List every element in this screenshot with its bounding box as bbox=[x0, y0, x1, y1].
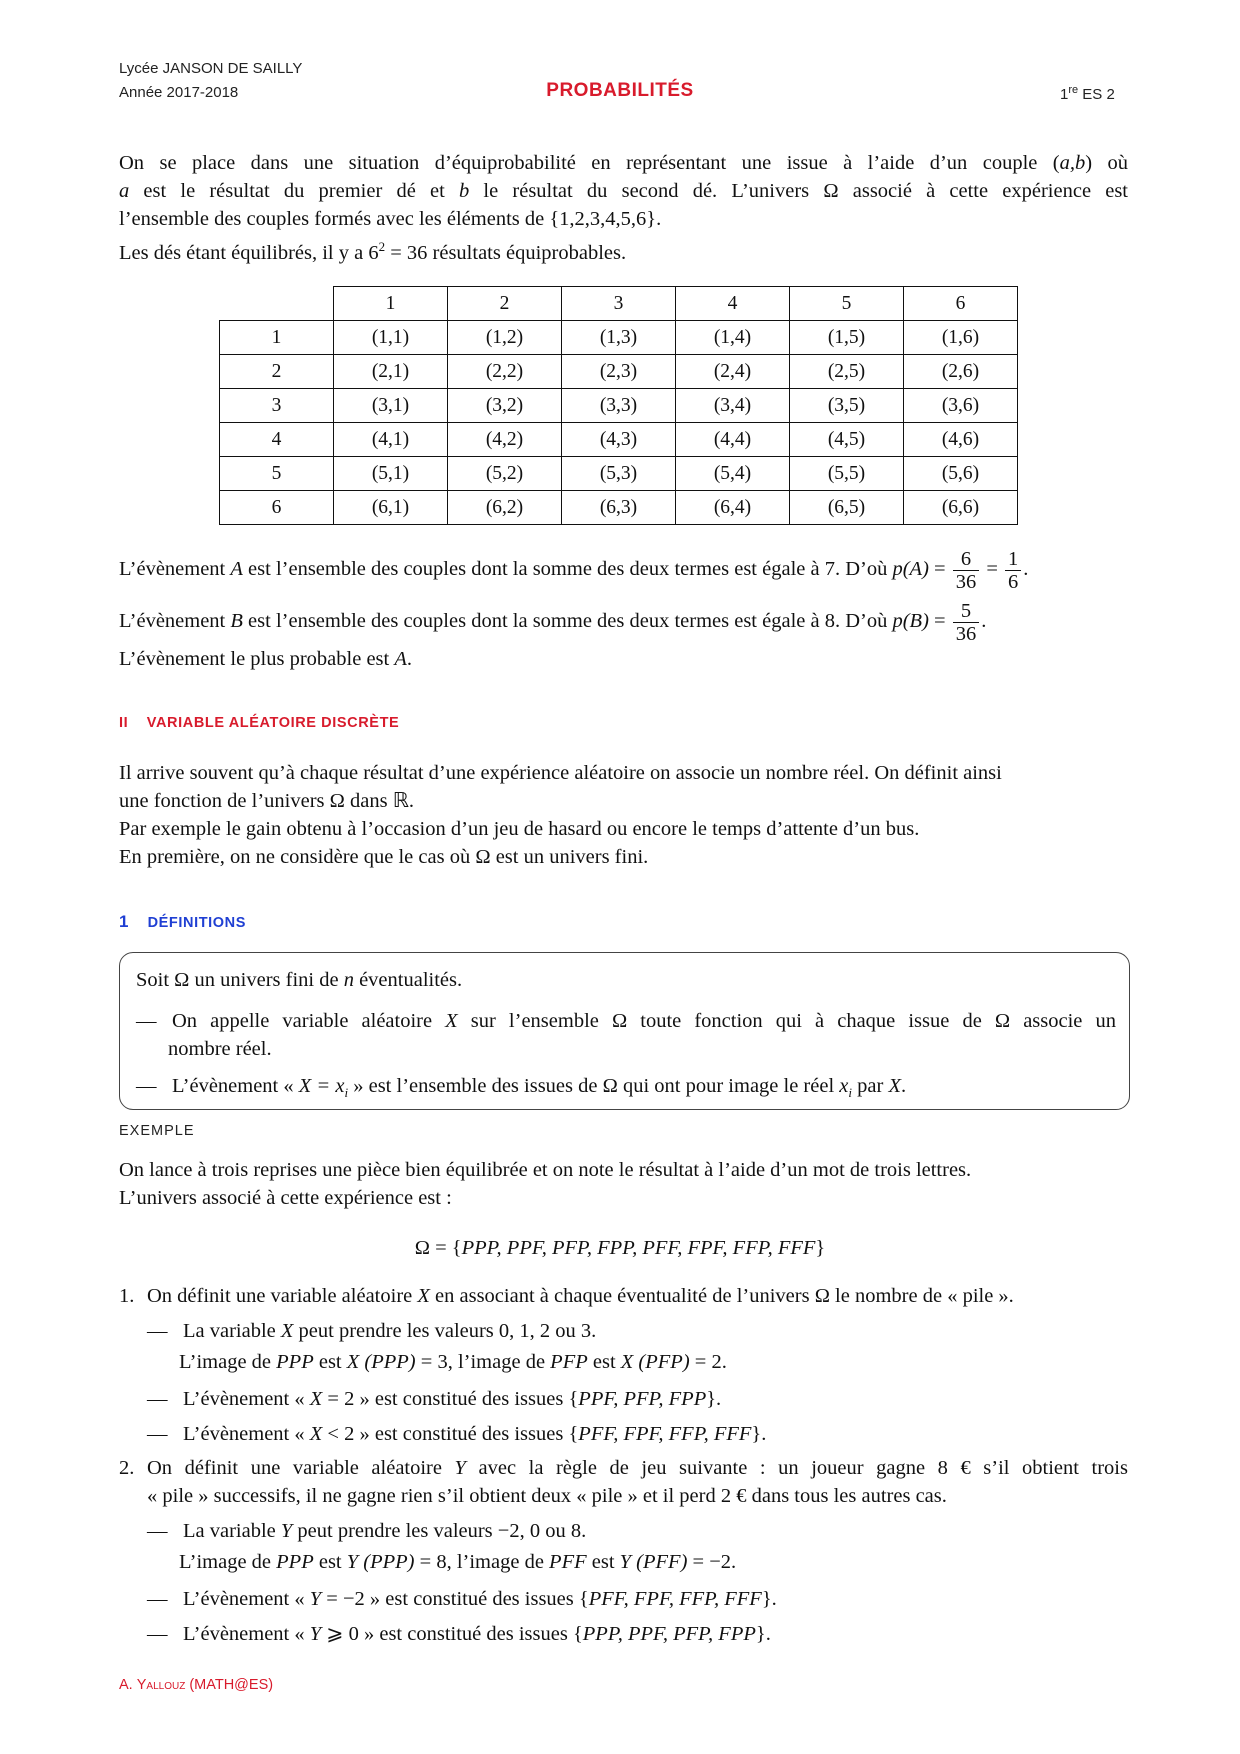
table-cell: (1,5) bbox=[790, 321, 904, 355]
example-item-2-sub-1: — La variable Y peut prendre les valeurs −2, 0 ou 8. L’image de PPP est Y (PPP) = 8, l’image de PFF est Y (PFF) = −2. bbox=[147, 1520, 737, 1573]
table-cell: (6,1) bbox=[334, 491, 448, 525]
table-cell: (2,4) bbox=[676, 355, 790, 389]
table-row bbox=[220, 457, 1018, 491]
table-cell: (3,1) bbox=[334, 389, 448, 423]
table-cell: (2,3) bbox=[562, 355, 676, 389]
table-cell: (4,2) bbox=[448, 423, 562, 457]
table-cell: (3,2) bbox=[448, 389, 562, 423]
table-row bbox=[220, 355, 1018, 389]
table-col-header: 4 bbox=[676, 287, 790, 321]
table-col-header: 5 bbox=[790, 287, 904, 321]
table-cell: (5,2) bbox=[448, 457, 562, 491]
example-item-2-sub-2: — L’évènement « Y = −2 » est constitué des issues {PFF, FPF, FFP, FFF}. bbox=[147, 1588, 777, 1610]
table-cell: (5,3) bbox=[562, 457, 676, 491]
table-cell: (1,3) bbox=[562, 321, 676, 355]
table-cell: (3,6) bbox=[904, 389, 1018, 423]
event-a-line: L’évènement A est l’ensemble des couples dont la somme des deux termes est égale à 7. D’où p(A) = $\frac{6}{36}$ = $\frac{1}{6}$ . bbox=[119, 548, 1029, 593]
table-col-header: 2 bbox=[448, 287, 562, 321]
definition-intro: Soit Ω un univers fini de n éventualités. bbox=[136, 969, 463, 991]
table-cell: (1,1) bbox=[334, 321, 448, 355]
section-2-paragraph: Il arrive souvent qu’à chaque résultat d’une expérience aléatoire on associe un nombre réel. On définit ainsi une fonction de l’univers Ω dans ℝ. Par exemple le gain obtenu à l’occasion d’un jeu de hasard ou encore le temps d’attente d’un bus. En première, on ne considère que le cas où Ω est un univers fini. bbox=[119, 762, 1002, 868]
example-item-1: 1. On définit une variable aléatoire X en associant à chaque éventualité de l’univers Ω le nombre de « pile ». bbox=[119, 1285, 1014, 1307]
table-cell: (4,1) bbox=[334, 423, 448, 457]
table-cell: (6,2) bbox=[448, 491, 562, 525]
example-item-1-sub-1: — La variable X peut prendre les valeurs 0, 1, 2 ou 3. L’image de PPP est X (PPP) = 3, l’image de PFP est X (PFP) = 2. bbox=[147, 1320, 727, 1373]
table-row-header: 5 bbox=[220, 457, 334, 491]
table-row-header: 1 bbox=[220, 321, 334, 355]
table-cell: (2,1) bbox=[334, 355, 448, 389]
table-row-header: 2 bbox=[220, 355, 334, 389]
table-row-header: 3 bbox=[220, 389, 334, 423]
table-cell: (1,6) bbox=[904, 321, 1018, 355]
fraction-1-6: $\frac{1}{6}$ bbox=[1005, 548, 1021, 593]
example-paragraph: On lance à trois reprises une pièce bien équilibrée et on note le résultat à l’aide d’un mot de trois lettres. L’univers associé à cette expérience est : bbox=[119, 1159, 972, 1209]
table-cell: (4,5) bbox=[790, 423, 904, 457]
footer-author: A. Yallouz (MATH@ES) bbox=[119, 1677, 274, 1693]
table-col-header: 6 bbox=[904, 287, 1018, 321]
outcome-table bbox=[219, 286, 1018, 525]
definition-item-1: — On appelle variable aléatoire X sur l’ensemble Ω toute fonction qui à chaque issue de Ω associe un nombre réel. bbox=[136, 1010, 1116, 1060]
table-cell: (2,5) bbox=[790, 355, 904, 389]
table-col-header: 3 bbox=[562, 287, 676, 321]
table-cell: (4,6) bbox=[904, 423, 1018, 457]
table-cell: (2,6) bbox=[904, 355, 1018, 389]
fraction-5-36: $\frac{5}{36}$ bbox=[953, 600, 980, 645]
table-row-header: 6 bbox=[220, 491, 334, 525]
table-row bbox=[220, 491, 1018, 525]
definition-item-2: — L’évènement « $X = x_i$ » est l’ensemble des issues de Ω qui ont pour image le réel $x_i$ par X. bbox=[136, 1075, 907, 1101]
subsection-1-heading: 1 DÉFINITIONS bbox=[119, 912, 247, 931]
table-row-header: 4 bbox=[220, 423, 334, 457]
table-row bbox=[220, 423, 1018, 457]
event-conclusion: L’évènement le plus probable est A. bbox=[119, 648, 412, 670]
table-cell: (5,5) bbox=[790, 457, 904, 491]
table-cell: (6,6) bbox=[904, 491, 1018, 525]
example-item-1-sub-3: — L’évènement « X < 2 » est constitué des issues {PFF, FPF, FFP, FFF}. bbox=[147, 1423, 767, 1445]
omega-set: Ω = {PPP, PPF, PFP, FPP, PFF, FPF, FFP, FFF} bbox=[414, 1237, 826, 1259]
table-cell: (2,2) bbox=[448, 355, 562, 389]
table-cell: (4,4) bbox=[676, 423, 790, 457]
table-cell: (4,3) bbox=[562, 423, 676, 457]
table-row bbox=[220, 321, 1018, 355]
example-item-1-sub-2: — L’évènement « X = 2 » est constitué des issues {PPF, PFP, FPP}. bbox=[147, 1388, 722, 1410]
table-cell: (3,3) bbox=[562, 389, 676, 423]
fraction-6-36: $\frac{6}{36}$ bbox=[953, 548, 980, 593]
example-item-2-sub-3: — L’évènement « Y ⩾ 0 » est constitué des issues {PPP, PPF, PFP, FPP}. bbox=[147, 1623, 771, 1645]
section-2-heading: II VARIABLE ALÉATOIRE DISCRÈTE bbox=[119, 715, 400, 731]
page-title: PROBABILITÉS bbox=[546, 80, 694, 101]
table-cell: (6,3) bbox=[562, 491, 676, 525]
table-cell: (5,1) bbox=[334, 457, 448, 491]
table-cell: (5,4) bbox=[676, 457, 790, 491]
table-cell: (3,4) bbox=[676, 389, 790, 423]
table-cell: (3,5) bbox=[790, 389, 904, 423]
intro-paragraph: On se place dans une situation d’équiprobabilité en représentant une issue à l’aide d’un couple (a,b) où a est le résultat du premier dé et b le résultat du second dé. L’univers Ω associé à cette expérience est l’ensemble des couples formés avec les éléments de {1,2,3,4,5,6}. Les dés étant équilibrés, il y a $6^2 = 36$ résultats équiprobables. bbox=[119, 152, 1129, 264]
table-row bbox=[220, 389, 1018, 423]
event-b-line: L’évènement B est l’ensemble des couples dont la somme des deux termes est égale à 8. D’où p(B) = $\frac{5}{36}$ . bbox=[119, 600, 987, 645]
school-year: Année 2017-2018 bbox=[119, 84, 239, 101]
table-header-row bbox=[220, 287, 1018, 321]
class-label: 1re ES 2 bbox=[1060, 84, 1115, 103]
table-cell: (6,4) bbox=[676, 491, 790, 525]
table-cell: (6,5) bbox=[790, 491, 904, 525]
table-cell: (1,4) bbox=[676, 321, 790, 355]
table-cell: (5,6) bbox=[904, 457, 1018, 491]
example-item-2: 2. On définit une variable aléatoire Y avec la règle de jeu suivante : un joueur gagne 8 € s’il obtient trois « pile » successifs, il ne gagne rien s’il obtient deux « pile » et il perd 2 € dans tous les autres cas. bbox=[119, 1457, 1128, 1507]
example-label: EXEMPLE bbox=[119, 1123, 195, 1139]
school-name: Lycée JANSON DE SAILLY bbox=[119, 60, 303, 77]
table-corner bbox=[220, 287, 334, 321]
table-col-header: 1 bbox=[334, 287, 448, 321]
table-cell: (1,2) bbox=[448, 321, 562, 355]
